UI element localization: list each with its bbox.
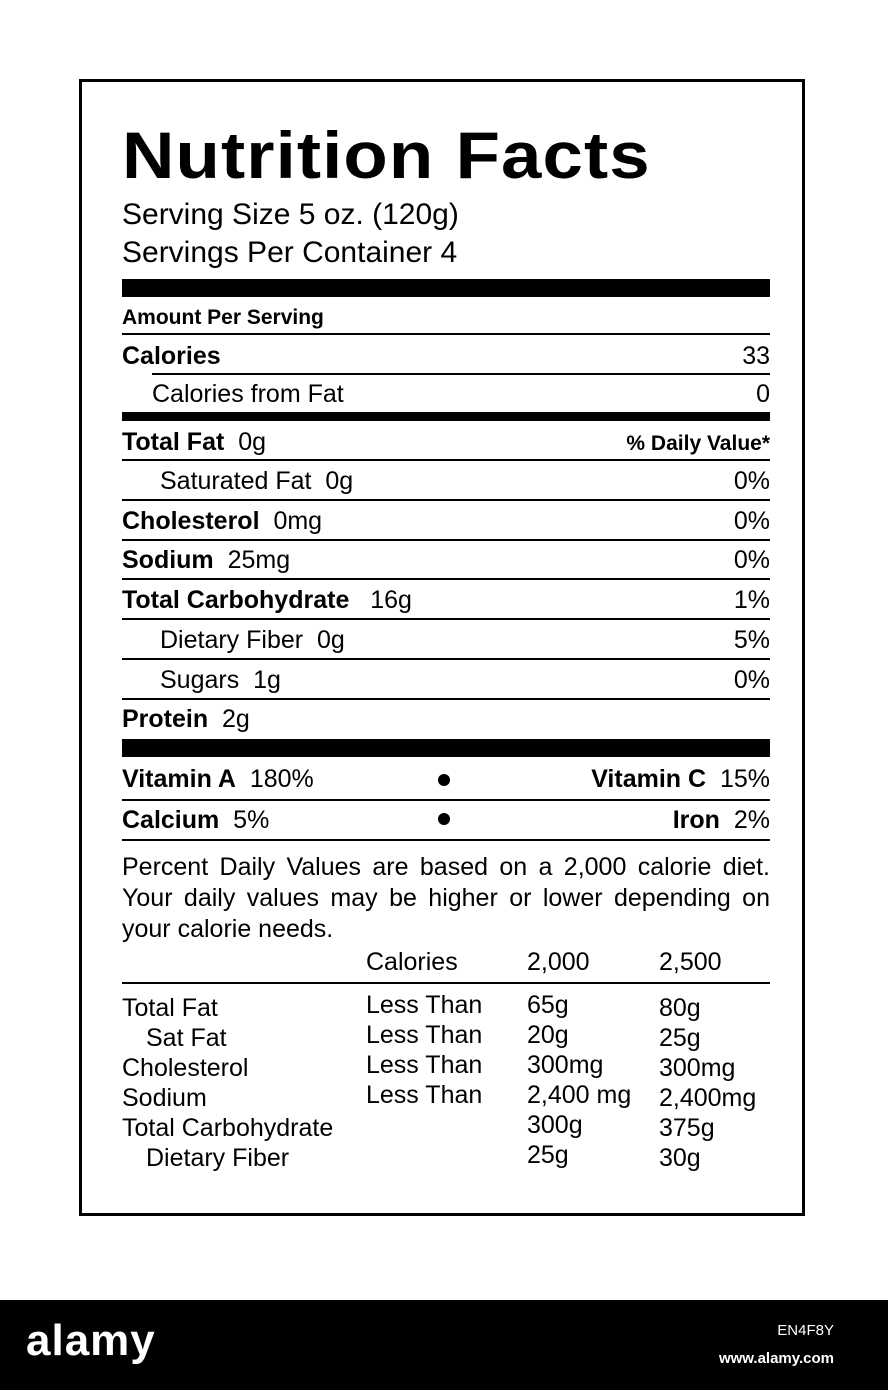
nutrient-row bbox=[122, 464, 770, 498]
daily-value-header: % Daily Value* bbox=[626, 432, 770, 455]
nutrient-row bbox=[122, 702, 770, 736]
table-row-2000: 2,400 mg bbox=[527, 1081, 632, 1109]
watermark-footer bbox=[0, 1300, 888, 1390]
thick-divider bbox=[122, 739, 770, 757]
divider bbox=[122, 539, 770, 541]
table-row-2500: 25g bbox=[659, 1024, 701, 1052]
nutrient-row bbox=[122, 583, 770, 617]
divider bbox=[122, 982, 770, 984]
table-row-2500: 80g bbox=[659, 994, 701, 1022]
table-row-2000: 300mg bbox=[527, 1051, 604, 1079]
nutrient-name: Saturated Fat bbox=[160, 467, 312, 495]
nutrient-name: Sugars bbox=[160, 666, 240, 694]
table-row-2500: 2,400mg bbox=[659, 1084, 757, 1112]
table-row-name: Total Carbohydrate bbox=[122, 1114, 334, 1142]
table-row-name: Sat Fat bbox=[146, 1024, 227, 1052]
nutrient-amount: 0g bbox=[317, 626, 345, 654]
nutrient-row bbox=[122, 543, 770, 577]
divider bbox=[122, 499, 770, 501]
divider bbox=[122, 578, 770, 580]
nutrient-name: Total Carbohydrate bbox=[122, 586, 350, 614]
nutrient-name: Protein bbox=[122, 705, 209, 733]
table-row-2000: 20g bbox=[527, 1021, 569, 1049]
nutrient-amount: 2g bbox=[222, 705, 250, 733]
calories-value: 33 bbox=[742, 342, 770, 370]
nutrient-dv: 0% bbox=[733, 467, 770, 495]
image-code: EN4F8Y bbox=[777, 1322, 834, 1339]
servings-per-container: Servings Per Container 4 bbox=[122, 236, 458, 269]
thick-divider bbox=[122, 279, 770, 297]
divider bbox=[152, 373, 770, 375]
divider bbox=[122, 333, 770, 335]
nutrient-dv: 5% bbox=[733, 626, 770, 654]
nutrient-name: Dietary Fiber bbox=[160, 626, 304, 654]
table-row-name: Sodium bbox=[122, 1084, 207, 1112]
table-row-limit: Less Than bbox=[366, 1081, 483, 1109]
medium-divider bbox=[122, 412, 770, 421]
serving-size: Serving Size 5 oz. (120g) bbox=[122, 198, 459, 231]
table-row-name: Cholesterol bbox=[122, 1054, 249, 1082]
nutrient-dv: 0% bbox=[733, 507, 770, 535]
iron-value: 2% bbox=[733, 806, 770, 834]
divider bbox=[122, 618, 770, 620]
table-row-name: Dietary Fiber bbox=[146, 1144, 290, 1172]
nutrient-row bbox=[122, 504, 770, 538]
calories-from-fat-label: Calories from Fat bbox=[152, 380, 344, 408]
vitamin-c-label: Vitamin C bbox=[591, 765, 707, 793]
table-row-2500: 375g bbox=[659, 1114, 715, 1142]
table-row-limit: Less Than bbox=[366, 1051, 483, 1079]
nutrition-label bbox=[79, 79, 805, 1216]
divider bbox=[122, 459, 770, 461]
divider bbox=[122, 658, 770, 660]
divider bbox=[122, 839, 770, 841]
nutrient-amount: 1g bbox=[253, 666, 281, 694]
calcium-value: 5% bbox=[233, 806, 270, 834]
vitamin-c-value: 15% bbox=[719, 765, 770, 793]
nutrient-name: Cholesterol bbox=[122, 507, 260, 535]
calories-label: Calories bbox=[122, 342, 221, 370]
calories-row bbox=[122, 339, 770, 373]
site-url: www.alamy.com bbox=[718, 1350, 834, 1367]
nutrient-amount: 0g bbox=[325, 467, 354, 495]
calories-from-fat-row bbox=[122, 377, 770, 411]
nutrient-row bbox=[122, 663, 770, 697]
table-row-2000: 25g bbox=[527, 1141, 569, 1169]
amount-per-serving: Amount Per Serving bbox=[122, 306, 324, 329]
bullet-dot bbox=[438, 813, 450, 825]
nutrient-dv: 0% bbox=[733, 546, 770, 574]
table-row-2000: 300g bbox=[527, 1111, 583, 1139]
divider bbox=[122, 698, 770, 700]
table-row-2500: 300mg bbox=[659, 1054, 736, 1082]
table-header-calories: Calories bbox=[366, 948, 458, 976]
nutrient-amount: 0mg bbox=[273, 507, 323, 535]
table-row-name: Total Fat bbox=[122, 994, 218, 1022]
alamy-logo: alamy bbox=[26, 1316, 156, 1365]
table-row-limit: Less Than bbox=[366, 991, 483, 1019]
nutrient-dv: 0% bbox=[733, 666, 770, 694]
label-title: Nutrition Facts bbox=[122, 118, 651, 192]
table-header-2000: 2,000 bbox=[527, 948, 590, 976]
table-header-2500: 2,500 bbox=[659, 948, 722, 976]
nutrient-amount: 16g bbox=[370, 586, 412, 614]
table-row-limit: Less Than bbox=[366, 1021, 483, 1049]
bullet-dot bbox=[438, 774, 450, 786]
table-row-2500: 30g bbox=[659, 1144, 701, 1172]
nutrient-name: Sodium bbox=[122, 546, 214, 574]
calories-from-fat-value: 0 bbox=[756, 380, 770, 408]
nutrient-amount: 0g bbox=[238, 428, 267, 456]
nutrient-row bbox=[122, 623, 770, 657]
vitamin-a-label: Vitamin A bbox=[122, 765, 236, 793]
table-row-2000: 65g bbox=[527, 991, 569, 1019]
nutrient-row bbox=[122, 425, 770, 459]
vitamin-a-value: 180% bbox=[249, 765, 314, 793]
footnote: Percent Daily Values are based on a 2,000 calorie diet. Your daily values may be higher or lower depending on your calorie needs. bbox=[122, 853, 770, 943]
iron-label: Iron bbox=[672, 806, 720, 834]
nutrient-name: Total Fat bbox=[122, 428, 225, 456]
calcium-label: Calcium bbox=[122, 806, 220, 834]
nutrient-amount: 25mg bbox=[227, 546, 291, 574]
divider bbox=[122, 799, 770, 801]
nutrient-dv: 1% bbox=[733, 586, 770, 614]
